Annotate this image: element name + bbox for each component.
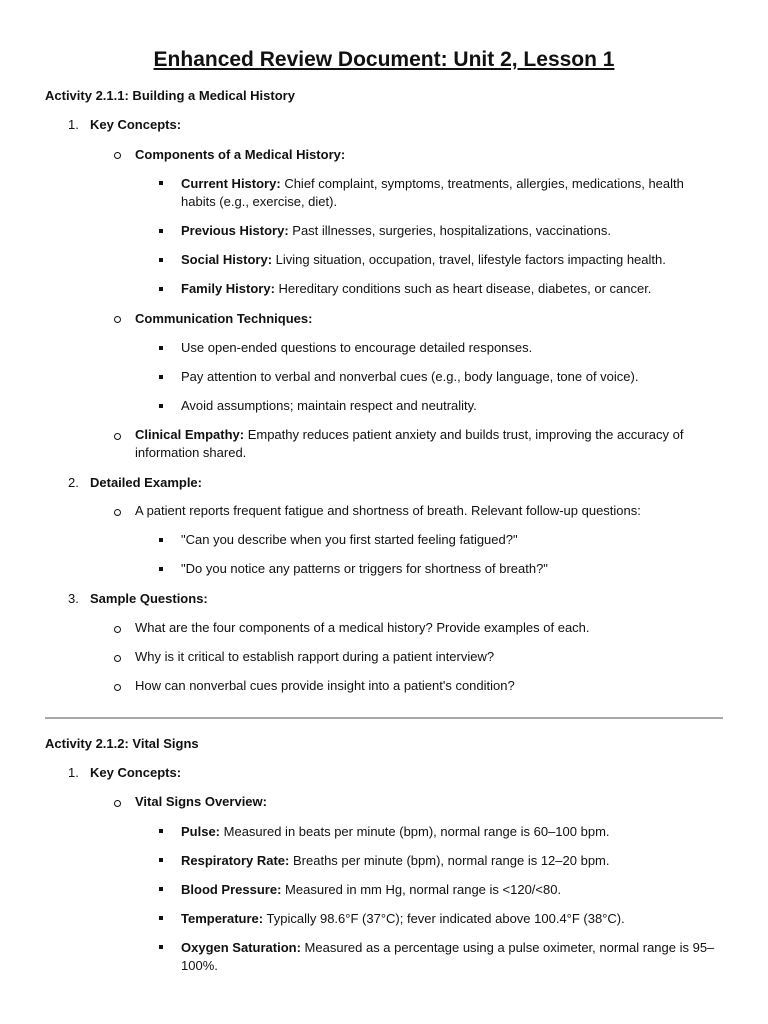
list-item-current-history: Current History: Chief complaint, symptoms, treatments, allergies, medications, health [181,176,684,191]
list-item-current-history-cont: habits (e.g., exercise, diet). [181,194,338,209]
circle-bullet-icon [114,655,121,662]
square-bullet-icon [159,229,163,233]
example-text: A patient reports frequent fatigue and shortness of breath. Relevant follow-up questions: [135,503,641,518]
clinical-empathy-item-cont: information shared. [135,445,247,460]
circle-bullet-icon [114,626,121,633]
square-bullet-icon [159,538,163,542]
document-title: Enhanced Review Document: Unit 2, Lesson 1 [153,48,615,71]
circle-bullet-icon [114,509,121,516]
square-bullet-icon [159,181,163,185]
sample-questions-heading: Sample Questions: [90,591,208,606]
vital-signs-overview-heading: Vital Signs Overview: [135,794,267,809]
list-item-temperature: Temperature: Typically 98.6°F (37°C); fever indicated above 100.4°F (38°C). [181,911,625,926]
square-bullet-icon [159,887,163,891]
list-number: 2. [68,475,79,490]
square-bullet-icon [159,858,163,862]
square-bullet-icon [159,375,163,379]
components-heading: Components of a Medical History: [135,147,346,162]
square-bullet-icon [159,916,163,920]
square-bullet-icon [159,829,163,833]
square-bullet-icon [159,346,163,350]
sample-question: Why is it critical to establish rapport during a patient interview? [135,649,495,664]
circle-bullet-icon [114,316,121,323]
list-item-social-history: Social History: Living situation, occupation, travel, lifestyle factors impacting health. [181,252,666,267]
list-item-communication: Use open-ended questions to encourage detailed responses. [181,340,533,355]
list-item-family-history: Family History: Hereditary conditions such as heart disease, diabetes, or cancer. [181,281,652,296]
list-number: 1. [68,117,79,132]
list-item-communication: Pay attention to verbal and nonverbal cues (e.g., body language, tone of voice). [181,369,639,384]
clinical-empathy-item: Clinical Empathy: Empathy reduces patient anxiety and builds trust, improving the accuracy of [135,427,684,442]
example-question: "Can you describe when you first started feeling fatigued?" [181,532,518,547]
activity-2-heading: Activity 2.1.2: Vital Signs [45,736,199,751]
list-item-previous-history: Previous History: Past illnesses, surgeries, hospitalizations, vaccinations. [181,223,611,238]
key-concepts-heading: Key Concepts: [90,117,182,132]
list-item-blood-pressure: Blood Pressure: Measured in mm Hg, normal range is <120/<80. [181,882,562,897]
key-concepts-heading: Key Concepts: [90,765,182,780]
circle-bullet-icon [114,684,121,691]
example-question: "Do you notice any patterns or triggers for shortness of breath?" [181,561,548,576]
section-divider [45,717,723,719]
circle-bullet-icon [114,800,121,807]
communication-heading: Communication Techniques: [135,311,313,326]
sample-question: How can nonverbal cues provide insight into a patient's condition? [135,678,515,693]
list-item-oxygen-saturation-cont: 100%. [181,958,218,973]
list-number: 3. [68,591,79,606]
list-item-pulse: Pulse: Measured in beats per minute (bpm), normal range is 60–100 bpm. [181,824,610,839]
square-bullet-icon [159,945,163,949]
detailed-example-heading: Detailed Example: [90,475,202,490]
list-item-respiratory-rate: Respiratory Rate: Breaths per minute (bpm), normal range is 12–20 bpm. [181,853,610,868]
circle-bullet-icon [114,433,121,440]
activity-1-heading: Activity 2.1.1: Building a Medical History [45,88,295,103]
square-bullet-icon [159,567,163,571]
square-bullet-icon [159,404,163,408]
square-bullet-icon [159,287,163,291]
sample-question: What are the four components of a medical history? Provide examples of each. [135,620,590,635]
circle-bullet-icon [114,152,121,159]
list-number: 1. [68,765,79,780]
square-bullet-icon [159,258,163,262]
list-item-communication: Avoid assumptions; maintain respect and neutrality. [181,398,477,413]
list-item-oxygen-saturation: Oxygen Saturation: Measured as a percentage using a pulse oximeter, normal range is 95– [181,940,715,955]
